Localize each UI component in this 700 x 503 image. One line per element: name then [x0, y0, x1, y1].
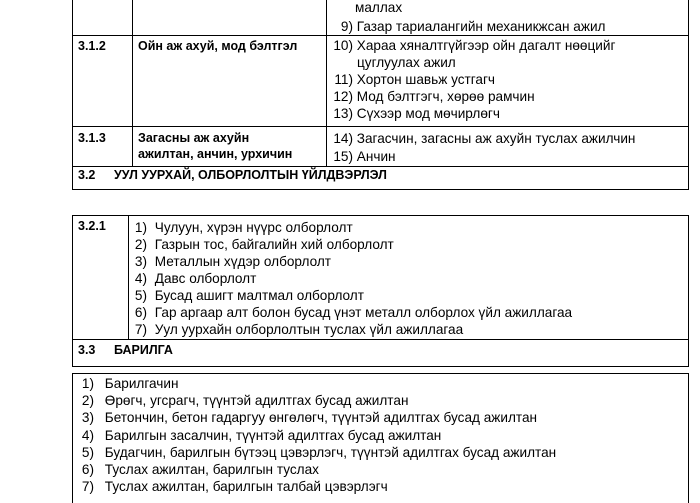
list-text: Давс олборлолт [154, 271, 257, 286]
list-text: Сүхээр мод мөчирлөгч [356, 106, 500, 121]
list-text: Анчин [356, 149, 396, 164]
list-item [133, 219, 353, 236]
list-number: 5) [81, 445, 94, 460]
list-item [333, 105, 500, 122]
list-text: Хараа хяналтгүйгээр ойн дагалт нөөцийг [356, 38, 616, 53]
category-title: Загасны аж ахуйн [138, 131, 250, 145]
category-title: ажилтан, анчин, урхичин [138, 147, 293, 161]
list-item [333, 18, 605, 35]
list-number: 5) [134, 288, 147, 303]
table-row-divider [72, 35, 689, 36]
list-text: Загасчин, загасны аж ахуйн туслах ажилчин [356, 131, 636, 146]
list-item-continuation: маллах [355, 0, 403, 15]
list-text: Газар тариалангийн механикжсан ажил [356, 19, 606, 34]
list-item [133, 253, 331, 270]
table-row-divider [72, 126, 689, 127]
list-number: 4) [134, 271, 147, 286]
list-text: Бусад ашигт малтмал олборлолт [154, 288, 364, 303]
list-item [80, 375, 178, 392]
list-number: 13) [333, 106, 353, 121]
list-text: Будагчин, барилгын бүтээц цэвэрлэгч, түүнтэй адилтгах бусад ажилтан [104, 445, 557, 460]
list-item [80, 461, 319, 478]
list-number: 15) [333, 149, 353, 164]
list-number: 6) [134, 305, 147, 320]
list-number: 7) [81, 479, 94, 494]
category-code: 3.2.1 [78, 219, 106, 233]
list-text: Уул уурхайн олборлолтын туслах үйл ажиллагаа [154, 322, 464, 337]
table-column-divider [128, 215, 129, 339]
section-title: БАРИЛГА [114, 343, 173, 357]
section-title: УУЛ УУРХАЙ, ОЛБОРЛОЛТЫН ҮЙЛДВЭРЛЭЛ [114, 168, 387, 182]
list-number: 1) [81, 376, 94, 391]
list-number: 1) [134, 220, 147, 235]
list-number: 2) [134, 237, 147, 252]
list-number: 9) [340, 19, 353, 34]
list-text: Бетончин, бетон гадаргуу өнгөлөгч, түүнтэй адилтгах бусад ажилтан [104, 410, 538, 425]
table-row-divider [72, 339, 689, 340]
list-number: 4) [81, 428, 94, 443]
section-number: 3.2 [78, 168, 96, 182]
list-item [80, 392, 408, 409]
list-text: Чулуун, хүрэн нүүрс олборлолт [154, 220, 353, 235]
list-text: Хортон шавьж устгагч [356, 72, 496, 87]
category-title: Ойн аж ахуй, мод бэлтгэл [138, 39, 298, 53]
table-column-divider [132, 0, 133, 167]
section-number: 3.3 [78, 343, 96, 357]
category-code: 3.1.3 [78, 131, 106, 145]
list-item [333, 37, 615, 54]
list-number: 11) [334, 72, 353, 87]
list-item [80, 427, 441, 444]
list-item [133, 270, 256, 287]
list-text: Барилгачин [104, 376, 179, 391]
list-number: 3) [134, 254, 147, 269]
list-text: Мод бэлтгэгч, хөрөө рамчин [356, 89, 535, 104]
list-item [80, 478, 388, 495]
list-text: Металлын хүдэр олборлолт [154, 254, 332, 269]
list-item [133, 321, 463, 338]
list-item [133, 287, 364, 304]
list-text: Газрын тос, байгалийн хий олборлолт [154, 237, 394, 252]
list-number: 6) [81, 462, 94, 477]
list-text: Туслах ажилтан, барилгын туслах [104, 462, 319, 477]
list-number: 12) [333, 89, 353, 104]
list-number: 10) [333, 38, 353, 53]
list-item [80, 409, 537, 426]
list-item [333, 88, 535, 105]
table-column-divider [326, 0, 327, 167]
list-text: Туслах ажилтан, барилгын талбай цэвэрлэгч [104, 479, 388, 494]
list-item [133, 236, 394, 253]
list-item [80, 444, 556, 461]
list-text: Гар аргаар алт болон бусад үнэт металл олборлох үйл ажиллагаа [154, 305, 573, 320]
list-item-continuation: цуглуулах ажил [357, 55, 456, 70]
list-item [133, 304, 572, 321]
list-text: Өрөгч, угсрагч, түүнтэй адилтгах бусад ажилтан [104, 393, 409, 408]
list-number: 7) [134, 322, 147, 337]
category-code: 3.1.2 [78, 39, 106, 53]
list-number: 2) [81, 393, 94, 408]
list-item [333, 71, 495, 88]
list-item [333, 148, 396, 165]
list-text: Барилгын засалчин, түүнтэй адилтгах бусад ажилтан [104, 428, 442, 443]
list-number: 14) [333, 131, 353, 146]
list-item [333, 130, 635, 147]
list-number: 3) [81, 410, 94, 425]
